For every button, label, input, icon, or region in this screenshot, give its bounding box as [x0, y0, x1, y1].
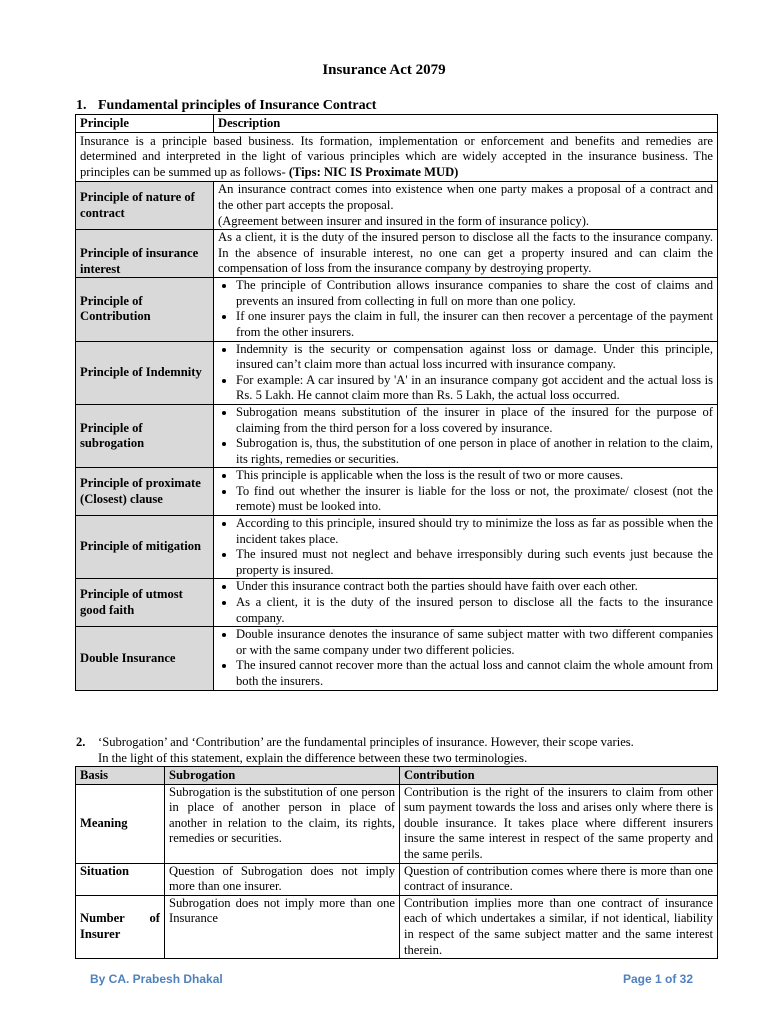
bullet-item: • This principle is applicable when the loss is the result of two or more causes. — [236, 468, 713, 484]
bullet-item: • Under this insurance contract both the parties should have faith over each other. — [236, 579, 713, 595]
bullet-item: • The insured cannot recover more than the actual loss and cannot claim the whole amount from both the insurers. — [236, 658, 713, 689]
table-row — [76, 863, 718, 895]
bullet-list — [218, 342, 713, 404]
bullet-item: • Subrogation is, thus, the substitution of one person in place of another in relation to the claim, its rights, remedies or securities. — [236, 436, 713, 467]
col-header-basis: Basis — [76, 767, 165, 785]
table-row — [76, 404, 718, 467]
col-header-subrogation: Subrogation — [165, 767, 400, 785]
col-header-description: Description — [214, 115, 718, 133]
bullet-list — [218, 278, 713, 340]
bullet-item: • If one insurer pays the claim in full, the insurer can then recover a percentage of the payment from the other insurers. — [236, 309, 713, 340]
section-1-heading — [76, 98, 376, 114]
bullet-item: • Double insurance denotes the insurance of same subject matter with two different companies or with the same company under two different policies. — [236, 627, 713, 658]
principle-name: Principle of mitigation — [76, 516, 214, 579]
bullet-list — [218, 468, 713, 515]
principle-description — [214, 468, 718, 516]
description-line: An insurance contract comes into existence when one party makes a proposal of a contract and the other part accepts the proposal. — [218, 182, 713, 212]
table-row — [76, 627, 718, 690]
principles-table — [75, 114, 718, 691]
principle-description — [214, 278, 718, 341]
section-2-number: 2. — [76, 735, 86, 749]
table-row — [76, 278, 718, 341]
bullet-item: • Subrogation means substitution of the insurer in place of the insured for the purpose of claiming from the third person for a loss covered by insurance. — [236, 405, 713, 436]
footer-page-number: Page 1 of 32 — [622, 972, 693, 986]
principle-name: Principle of subrogation — [76, 404, 214, 467]
intro-tip: (Tips: NIC IS Proximate MUD) — [288, 164, 459, 179]
subrogation-cell: Subrogation is the substitution of one person in place of another person in place of another in relation to the claim, its rights, remedies or securities. — [165, 784, 400, 863]
bullet-list — [218, 627, 713, 689]
table-row — [76, 516, 718, 579]
footer-author: By CA. Prabesh Dhakal — [90, 972, 223, 986]
subrogation-cell: Question of Subrogation does not imply more than one insurer. — [165, 863, 400, 895]
principle-description — [214, 182, 718, 230]
table-row — [76, 341, 718, 404]
bullet-item: • According to this principle, insured should try to minimize the loss as far as possible when the incident takes place. — [236, 516, 713, 547]
contribution-cell: Question of contribution comes where there is more than one contract of insurance. — [400, 863, 718, 895]
section-2-question — [76, 735, 726, 766]
section-2-question-line1: ‘Subrogation’ and ‘Contribution’ are the fundamental principles of insurance. However, their scope varies. — [98, 735, 634, 749]
bullet-item: • The principle of Contribution allows insurance companies to share the cost of claims and prevents an insured from collecting in full on more than one policy. — [236, 278, 713, 309]
bullet-item: • As a client, it is the duty of the insured person to disclose all the facts to the insurance company. — [236, 595, 713, 626]
comparison-table — [75, 766, 718, 959]
principle-name: Double Insurance — [76, 627, 214, 690]
table-row — [76, 468, 718, 516]
description-line: (Agreement between insurer and insured in the form of insurance policy). — [218, 213, 590, 228]
principle-name: Principle of proximate (Closest) clause — [76, 468, 214, 516]
section-1-number: 1. — [76, 98, 87, 113]
basis-cell: Situation — [76, 863, 165, 895]
principle-description — [214, 579, 718, 627]
table-row — [76, 784, 718, 863]
col-header-principle: Principle — [76, 115, 214, 133]
description-line: As a client, it is the duty of the insured person to disclose all the facts to the insurance company. In the absence of insurable interest, no one can get a property insured and can claim the compensation of loss from the insurance company by destroying property. — [218, 230, 713, 276]
principle-name: Principle of utmost good faith — [76, 579, 214, 627]
comparison-table-header — [76, 767, 718, 785]
bullet-list — [218, 516, 713, 578]
principle-name: Principle of insurance interest — [76, 230, 214, 278]
principle-description — [214, 341, 718, 404]
bullet-item: • To find out whether the insurer is liable for the loss or not, the proximate/ closest (not the remote) must be looked into. — [236, 484, 713, 515]
bullet-item: • The insured must not neglect and behave irresponsibly during such events just because the property is insured. — [236, 547, 713, 578]
table-row — [76, 230, 718, 278]
bullet-list — [218, 405, 713, 467]
bullet-item: • Indemnity is the security or compensation against loss or damage. Under this principle, insured can’t claim more than actual loss incurred with insurance company. — [236, 342, 713, 373]
document-title: Insurance Act 2079 — [322, 62, 446, 78]
intro-text: Insurance is a principle based business. Its formation, implementation or enforcement and benefits and remedies are determined and interpreted in the light of various principles which are widely accepted in the insurance business. The principles can be summed up as follows- — [80, 133, 713, 179]
subrogation-cell: Subrogation does not imply more than one Insurance — [165, 895, 400, 958]
contribution-cell: Contribution implies more than one contract of insurance each of which undertakes a similar, if not identical, liability in respect of the same subject matter and the same interest therein. — [400, 895, 718, 958]
principles-intro-row — [76, 132, 718, 182]
principle-description — [214, 627, 718, 690]
table-row — [76, 895, 718, 958]
section-2-question-line2: In the light of this statement, explain the difference between these two terminologies. — [98, 750, 528, 765]
table-row — [76, 579, 718, 627]
section-1-title: Fundamental principles of Insurance Contract — [98, 98, 377, 113]
bullet-list — [218, 579, 713, 626]
principle-description — [214, 404, 718, 467]
basis-cell: Meaning — [76, 784, 165, 863]
principle-description — [214, 516, 718, 579]
table-row — [76, 182, 718, 230]
basis-cell: Number of Insurer — [76, 895, 165, 958]
principle-name: Principle of Indemnity — [76, 341, 214, 404]
principles-intro — [76, 132, 718, 182]
contribution-cell: Contribution is the right of the insurers to claim from other sum payment towards the loss and arises only where there is double insurance. It takes place where different insurers insure the same interest in respect of the same property and the same perils. — [400, 784, 718, 863]
principle-name: Principle of Contribution — [76, 278, 214, 341]
principle-description — [214, 230, 718, 278]
principle-name: Principle of nature of contract — [76, 182, 214, 230]
col-header-contribution: Contribution — [400, 767, 718, 785]
bullet-item: • For example: A car insured by 'A' in an insurance company got accident and the actual loss is Rs. 5 Lakh. He cannot claim more than Rs. 5 Lakh, the actual loss occurred. — [236, 373, 713, 404]
principles-table-header — [76, 115, 718, 133]
